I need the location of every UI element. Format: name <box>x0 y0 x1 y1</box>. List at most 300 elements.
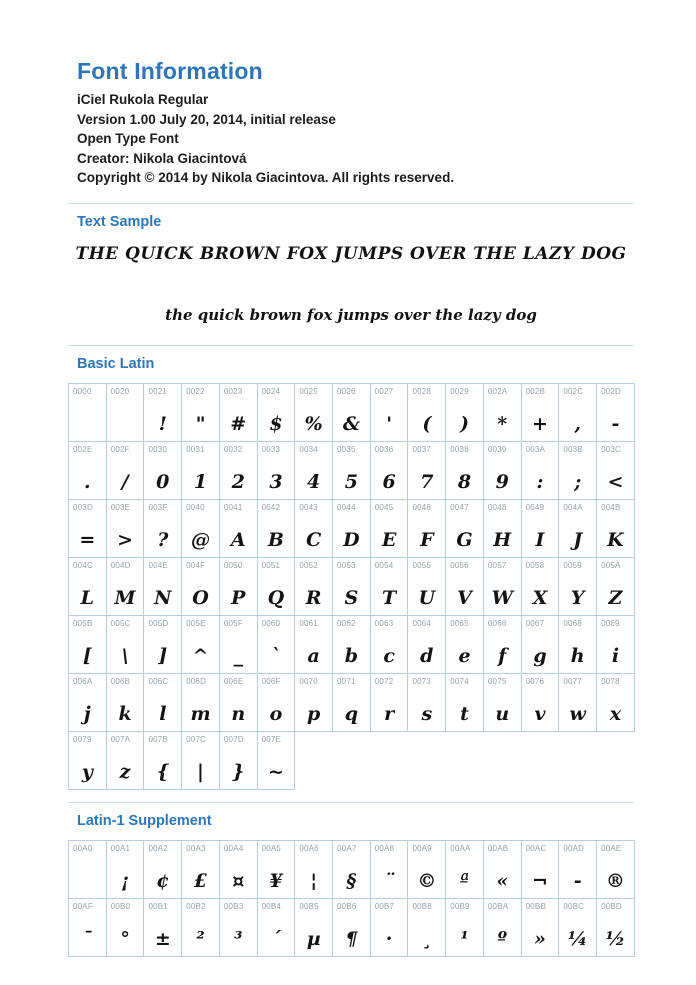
glyph-cell <box>445 441 484 500</box>
glyph-sample: N <box>154 586 172 609</box>
codepoint-label: 0025 <box>299 386 318 396</box>
glyph-cell <box>407 615 446 674</box>
codepoint-label: 00AA <box>450 843 471 853</box>
codepoint-label: 0066 <box>487 618 507 628</box>
glyph-cell <box>558 441 597 500</box>
glyph-sample: ¼ <box>567 927 588 950</box>
codepoint-label: 0053 <box>337 560 356 570</box>
glyph-cell <box>106 840 145 899</box>
codepoint-label: 004D <box>110 560 131 570</box>
codepoint-label: 0065 <box>450 618 469 628</box>
codepoint-label: 004E <box>148 560 168 570</box>
codepoint-label: 0051 <box>261 560 281 570</box>
glyph-cell <box>143 383 182 442</box>
glyph-cell <box>68 898 107 957</box>
glyph-sample: ´ <box>271 927 281 950</box>
glyph-sample: R <box>305 586 322 609</box>
glyph-sample: d <box>420 644 434 667</box>
glyph-sample: = <box>79 528 96 551</box>
glyph-cell <box>370 898 409 957</box>
glyph-cell <box>257 615 296 674</box>
glyph-sample: ± <box>154 927 171 950</box>
glyph-sample: ª <box>459 869 470 892</box>
glyph-sample: r <box>384 702 395 725</box>
basic-latin-grid <box>68 383 634 790</box>
glyph-cell <box>596 557 635 616</box>
glyph-sample: P <box>231 586 246 609</box>
glyph-cell <box>257 441 296 500</box>
codepoint-label: 0062 <box>337 618 356 628</box>
glyph-sample: I <box>535 528 545 551</box>
codepoint-label: 00AC <box>525 843 547 853</box>
codepoint-label: 00B2 <box>186 901 206 911</box>
codepoint-label: 00A9 <box>412 843 432 853</box>
codepoint-label: 00B0 <box>110 901 131 911</box>
glyph-cell <box>143 731 182 790</box>
glyph-cell <box>294 673 333 732</box>
glyph-cell <box>332 557 371 616</box>
glyph-sample: _ <box>233 644 243 667</box>
glyph-sample: 7 <box>420 470 434 493</box>
glyph-cell <box>558 557 597 616</box>
glyph-sample: ? <box>157 528 169 551</box>
glyph-cell <box>219 615 258 674</box>
codepoint-label: 00B7 <box>374 901 395 911</box>
glyph-cell <box>521 557 560 616</box>
glyph-cell <box>332 673 371 732</box>
codepoint-label: 0028 <box>412 386 432 396</box>
glyph-cell <box>143 673 182 732</box>
glyph-cell <box>181 673 220 732</box>
glyph-sample: < <box>607 470 624 493</box>
font-type: Open Type Font <box>77 131 179 146</box>
glyph-grid-row <box>68 898 634 957</box>
glyph-sample: ' <box>386 412 393 435</box>
codepoint-label: 00A0 <box>73 843 93 853</box>
glyph-cell <box>106 557 145 616</box>
glyph-cell <box>445 673 484 732</box>
codepoint-label: 007A <box>110 734 131 744</box>
codepoint-label: 0075 <box>487 676 507 686</box>
glyph-cell <box>332 383 371 442</box>
glyph-sample: © <box>417 869 437 892</box>
glyph-cell <box>257 898 296 957</box>
glyph-cell <box>483 840 522 899</box>
glyph-sample: ( <box>422 412 432 435</box>
glyph-sample: 5 <box>344 470 358 493</box>
glyph-cell <box>106 731 145 790</box>
codepoint-label: 004B <box>601 502 621 512</box>
codepoint-label: 004C <box>73 560 93 570</box>
codepoint-label: 00AD <box>563 843 585 853</box>
codepoint-label: 0079 <box>73 734 92 744</box>
codepoint-label: 002A <box>487 386 508 396</box>
glyph-cell <box>332 840 371 899</box>
glyph-sample: 6 <box>382 470 396 493</box>
glyph-cell <box>483 673 522 732</box>
glyph-sample: ! <box>158 412 167 435</box>
codepoint-label: 0076 <box>525 676 545 686</box>
glyph-grid-row <box>68 557 634 616</box>
codepoint-label: 00A1 <box>110 843 131 853</box>
glyph-sample: - <box>573 869 582 892</box>
glyph-cell <box>483 557 522 616</box>
glyph-cell <box>332 499 371 558</box>
codepoint-label: 0042 <box>261 502 281 512</box>
glyph-grid-row <box>68 840 634 899</box>
codepoint-label: 00B8 <box>412 901 432 911</box>
codepoint-label: 0027 <box>374 386 394 396</box>
codepoint-label: 0000 <box>73 386 92 396</box>
codepoint-label: 002B <box>525 386 546 396</box>
glyph-sample: F <box>420 528 434 551</box>
glyph-cell <box>407 673 446 732</box>
codepoint-label: 003E <box>110 502 131 512</box>
glyph-sample: T <box>382 586 397 609</box>
glyph-cell <box>445 615 484 674</box>
glyph-cell <box>181 840 220 899</box>
page-title: Font Information <box>77 58 263 84</box>
glyph-sample: O <box>192 586 209 609</box>
codepoint-label: 00B5 <box>299 901 319 911</box>
glyph-sample: / <box>121 470 129 493</box>
glyph-cell <box>106 898 145 957</box>
glyph-cell <box>558 383 597 442</box>
glyph-sample: w <box>569 702 586 725</box>
codepoint-label: 0067 <box>525 618 545 628</box>
font-version: Version 1.00 July 20, 2014, initial release <box>77 111 336 127</box>
glyph-sample: { <box>156 760 169 783</box>
glyph-cell <box>370 499 409 558</box>
text-sample-lowercase: the quick brown fox jumps over the lazy dog <box>165 305 537 324</box>
codepoint-label: 0023 <box>223 386 243 396</box>
glyph-sample: ¹ <box>460 927 469 950</box>
glyph-sample: 4 <box>307 470 321 493</box>
glyph-cell <box>181 383 220 442</box>
glyph-cell <box>407 499 446 558</box>
glyph-sample: ¡ <box>120 869 130 892</box>
codepoint-label: 006F <box>261 676 281 686</box>
section-divider <box>68 203 634 204</box>
glyph-cell <box>596 499 635 558</box>
glyph-sample: ` <box>271 644 281 667</box>
glyph-sample: 3 <box>269 470 283 493</box>
glyph-cell <box>558 898 597 957</box>
glyph-sample: | <box>197 760 204 783</box>
codepoint-label: 005E <box>186 618 206 628</box>
glyph-sample: ¸ <box>422 927 432 950</box>
glyph-cell <box>219 898 258 957</box>
glyph-cell <box>483 499 522 558</box>
glyph-cell <box>370 673 409 732</box>
glyph-sample: ¤ <box>232 869 245 892</box>
codepoint-label: 00B6 <box>337 901 357 911</box>
glyph-cell <box>596 383 635 442</box>
codepoint-label: 00A5 <box>261 843 282 853</box>
codepoint-label: 0043 <box>299 502 318 512</box>
glyph-sample: 8 <box>457 470 472 493</box>
glyph-sample: · <box>385 927 393 950</box>
glyph-cell <box>407 840 446 899</box>
glyph-cell <box>332 441 371 500</box>
glyph-sample: D <box>343 528 360 551</box>
codepoint-label: 00AE <box>601 843 622 853</box>
page-content <box>68 0 634 957</box>
glyph-cell <box>521 615 560 674</box>
glyph-sample: M <box>114 586 136 609</box>
glyph-sample: h <box>570 644 585 667</box>
glyph-grid-row <box>68 441 634 500</box>
glyph-cell <box>445 383 484 442</box>
text-sample-uppercase: THE QUICK BROWN FOX JUMPS OVER THE LAZY DOG <box>75 243 627 264</box>
codepoint-label: 0056 <box>450 560 469 570</box>
glyph-cell <box>68 441 107 500</box>
codepoint-label: 00B4 <box>261 901 282 911</box>
glyph-sample: 0 <box>156 470 170 493</box>
font-creator: Creator: Nikola Giacintová <box>77 150 247 166</box>
codepoint-label: 005C <box>110 618 131 628</box>
glyph-cell <box>370 441 409 500</box>
codepoint-label: 007C <box>186 734 207 744</box>
codepoint-label: 004A <box>563 502 583 512</box>
codepoint-label: 0071 <box>337 676 356 686</box>
glyph-cell <box>219 557 258 616</box>
glyph-sample: J <box>573 528 583 551</box>
glyph-sample: ~ <box>267 760 284 783</box>
codepoint-label: 0068 <box>563 618 582 628</box>
codepoint-label: 0041 <box>223 502 243 512</box>
glyph-cell <box>219 441 258 500</box>
glyph-sample: ] <box>158 644 168 667</box>
glyph-cell <box>257 673 296 732</box>
glyph-sample: § <box>346 869 357 892</box>
glyph-sample: l <box>159 702 167 725</box>
glyph-cell <box>521 898 560 957</box>
glyph-sample: u <box>495 702 510 725</box>
codepoint-label: 00A4 <box>223 843 244 853</box>
glyph-sample: n <box>231 702 246 725</box>
codepoint-label: 0073 <box>412 676 432 686</box>
glyph-cell <box>68 840 107 899</box>
glyph-cell <box>445 499 484 558</box>
glyph-sample: ° <box>120 927 130 950</box>
glyph-sample: ³ <box>234 927 243 950</box>
glyph-sample: i <box>611 644 620 667</box>
glyph-cell <box>407 383 446 442</box>
glyph-sample: q <box>344 702 359 725</box>
codepoint-label: 005A <box>601 560 621 570</box>
codepoint-label: 00B1 <box>148 901 168 911</box>
glyph-grid-row <box>68 499 634 558</box>
glyph-sample: > <box>117 528 134 551</box>
glyph-sample: C <box>306 528 322 551</box>
glyph-cell <box>596 441 635 500</box>
codepoint-label: 0060 <box>261 618 281 628</box>
glyph-sample: f <box>498 644 507 667</box>
glyph-cell <box>521 673 560 732</box>
section-divider <box>68 345 634 346</box>
glyph-sample: Q <box>267 586 285 609</box>
codepoint-label: 00B3 <box>223 901 244 911</box>
glyph-cell <box>445 898 484 957</box>
glyph-sample: G <box>456 528 473 551</box>
codepoint-label: 0072 <box>374 676 394 686</box>
glyph-sample: - <box>611 412 620 435</box>
glyph-cell <box>257 840 296 899</box>
codepoint-label: 0035 <box>337 444 356 454</box>
glyph-cell <box>596 898 635 957</box>
glyph-sample: y <box>81 760 93 783</box>
glyph-sample: , <box>574 412 582 435</box>
glyph-grid-row <box>68 673 634 732</box>
glyph-sample: o <box>269 702 283 725</box>
glyph-cell <box>445 557 484 616</box>
glyph-cell <box>257 499 296 558</box>
codepoint-label: 0047 <box>450 502 469 512</box>
glyph-cell <box>521 840 560 899</box>
codepoint-label: 0077 <box>563 676 582 686</box>
glyph-grid-row <box>68 383 634 442</box>
glyph-cell <box>445 840 484 899</box>
glyph-sample: W <box>491 586 513 609</box>
glyph-sample: ¬ <box>532 869 548 892</box>
codepoint-label: 0078 <box>601 676 620 686</box>
codepoint-label: 0046 <box>412 502 432 512</box>
glyph-cell <box>294 557 333 616</box>
codepoint-label: 0033 <box>261 444 281 454</box>
glyph-cell <box>219 840 258 899</box>
codepoint-label: 003A <box>525 444 546 454</box>
glyph-cell <box>68 557 107 616</box>
glyph-grid-row <box>68 731 634 790</box>
codepoint-label: 0040 <box>186 502 205 512</box>
text-sample-heading: Text Sample <box>77 213 162 230</box>
glyph-cell <box>106 615 145 674</box>
glyph-cell <box>521 441 560 500</box>
glyph-cell <box>483 441 522 500</box>
glyph-sample: ¨ <box>384 869 394 892</box>
glyph-cell <box>558 499 597 558</box>
glyph-cell <box>181 898 220 957</box>
glyph-sample: ^ <box>192 644 209 667</box>
codepoint-label: 007E <box>261 734 282 744</box>
codepoint-label: 00B9 <box>450 901 470 911</box>
glyph-sample: # <box>230 412 247 435</box>
glyph-cell <box>294 383 333 442</box>
glyph-sample: ; <box>574 470 582 493</box>
glyph-sample: X <box>532 586 548 609</box>
glyph-sample: t <box>460 702 469 725</box>
glyph-cell <box>143 499 182 558</box>
codepoint-label: 0063 <box>374 618 394 628</box>
glyph-cell <box>181 557 220 616</box>
codepoint-label: 0057 <box>487 560 507 570</box>
codepoint-label: 0030 <box>148 444 168 454</box>
glyph-cell <box>521 383 560 442</box>
codepoint-label: 002C <box>563 386 584 396</box>
codepoint-label: 0022 <box>186 386 205 396</box>
glyph-sample: 9 <box>495 470 509 493</box>
glyph-sample: m <box>190 702 211 725</box>
section-divider <box>68 802 634 803</box>
codepoint-label: 005D <box>148 618 169 628</box>
glyph-cell <box>483 898 522 957</box>
codepoint-label: 0059 <box>563 560 582 570</box>
glyph-sample: ½ <box>605 927 626 950</box>
codepoint-label: 0070 <box>299 676 318 686</box>
latin1-supplement-heading: Latin-1 Supplement <box>77 812 212 829</box>
codepoint-label: 0021 <box>148 386 168 396</box>
codepoint-label: 0034 <box>299 444 318 454</box>
codepoint-label: 0045 <box>374 502 394 512</box>
glyph-cell <box>68 383 107 442</box>
glyph-cell <box>143 557 182 616</box>
codepoint-label: 006C <box>148 676 169 686</box>
codepoint-label: 0055 <box>412 560 432 570</box>
glyph-sample: a <box>307 644 320 667</box>
codepoint-label: 00BC <box>563 901 585 911</box>
glyph-sample: » <box>534 927 546 950</box>
glyph-sample: " <box>195 412 206 435</box>
glyph-grid-row <box>68 615 634 674</box>
glyph-cell <box>483 615 522 674</box>
codepoint-label: 006A <box>73 676 93 686</box>
codepoint-label: 0050 <box>223 560 243 570</box>
glyph-cell <box>181 731 220 790</box>
glyph-sample: ¦ <box>310 869 318 892</box>
glyph-cell <box>294 441 333 500</box>
codepoint-label: 00BD <box>601 901 622 911</box>
codepoint-label: 0024 <box>261 386 281 396</box>
codepoint-label: 00A6 <box>299 843 319 853</box>
glyph-cell <box>407 898 446 957</box>
codepoint-label: 007D <box>223 734 244 744</box>
glyph-cell <box>596 673 635 732</box>
glyph-sample: 1 <box>193 470 208 493</box>
codepoint-label: 0058 <box>525 560 545 570</box>
codepoint-label: 00A2 <box>148 843 168 853</box>
glyph-sample: $ <box>269 412 283 435</box>
codepoint-label: 0038 <box>450 444 469 454</box>
codepoint-label: 00BB <box>525 901 546 911</box>
glyph-cell <box>294 615 333 674</box>
glyph-sample: \ <box>121 644 129 667</box>
glyph-sample: c <box>383 644 395 667</box>
glyph-sample: ² <box>196 927 205 950</box>
glyph-cell <box>68 731 107 790</box>
codepoint-label: 002D <box>601 386 621 396</box>
glyph-sample: b <box>344 644 359 667</box>
codepoint-label: 0029 <box>450 386 469 396</box>
glyph-cell <box>294 898 333 957</box>
codepoint-label: 0061 <box>299 618 318 628</box>
glyph-sample: º <box>497 927 508 950</box>
glyph-cell <box>332 898 371 957</box>
basic-latin-heading: Basic Latin <box>77 355 155 372</box>
glyph-cell <box>596 840 635 899</box>
glyph-sample: µ <box>306 927 321 950</box>
glyph-cell <box>370 615 409 674</box>
glyph-cell <box>483 383 522 442</box>
codepoint-label: 0032 <box>223 444 243 454</box>
glyph-sample: ¯ <box>82 927 93 950</box>
codepoint-label: 00A8 <box>374 843 395 853</box>
glyph-sample: ¶ <box>345 927 358 950</box>
glyph-cell <box>143 441 182 500</box>
codepoint-label: 003F <box>148 502 168 512</box>
codepoint-label: 0074 <box>450 676 469 686</box>
codepoint-label: 004F <box>186 560 206 570</box>
